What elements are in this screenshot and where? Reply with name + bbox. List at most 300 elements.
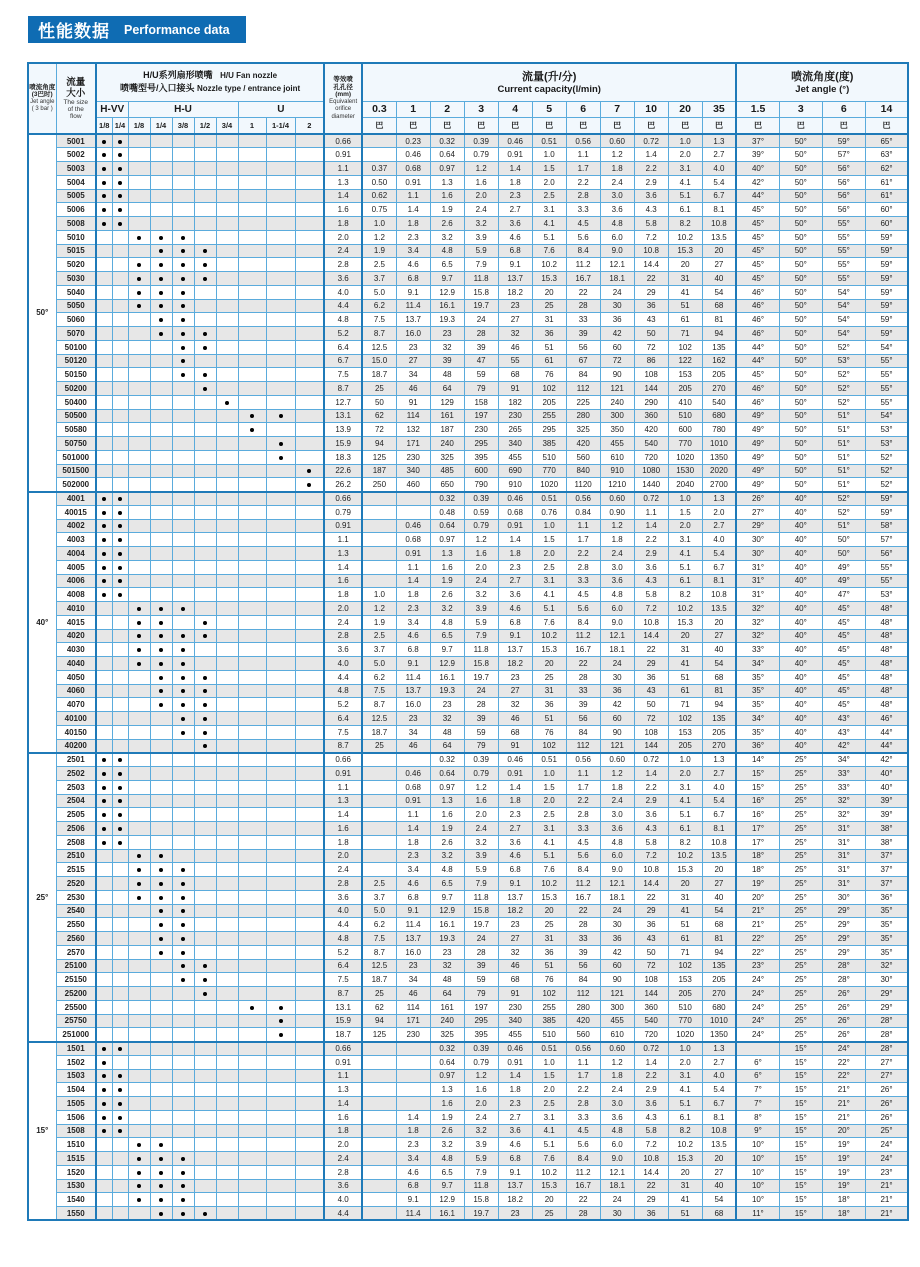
size-dot-cell <box>295 588 324 602</box>
size-dot-cell <box>266 395 295 409</box>
nozzle-size-dot-icon <box>181 1157 185 1161</box>
capacity-cell: 0.51 <box>532 492 566 506</box>
size-dot-cell <box>150 849 172 863</box>
model-cell: 50750 <box>56 437 96 451</box>
size-dot-cell <box>295 973 324 987</box>
size-dot-cell <box>295 175 324 189</box>
capacity-cell: 68 <box>498 725 532 739</box>
capacity-cell: 1020 <box>668 450 702 464</box>
capacity-cell: 1.5 <box>532 1069 566 1083</box>
size-dot-cell <box>194 918 216 932</box>
size-dot-cell <box>266 1097 295 1111</box>
size-dot-cell <box>96 148 112 162</box>
angle-cell: 23° <box>736 959 779 973</box>
size-dot-cell <box>172 1069 194 1083</box>
size-dot-cell <box>295 959 324 973</box>
capacity-cell: 2.7 <box>498 203 532 217</box>
capacity-cell: 81 <box>702 684 736 698</box>
capacity-cell: 13.7 <box>396 313 430 327</box>
size-dot-cell <box>96 464 112 478</box>
size-dot-cell <box>172 395 194 409</box>
capacity-cell: 420 <box>566 437 600 451</box>
size-dot-cell <box>238 794 266 808</box>
model-cell: 2570 <box>56 945 96 959</box>
size-dot-cell <box>112 987 128 1001</box>
capacity-cell: 240 <box>430 437 464 451</box>
nozzle-size-dot-icon <box>279 456 283 460</box>
capacity-cell: 0.56 <box>566 134 600 148</box>
size-dot-cell <box>112 395 128 409</box>
size-dot-cell <box>150 780 172 794</box>
orifice-cell: 7.5 <box>324 368 362 382</box>
model-cell: 2510 <box>56 849 96 863</box>
size-dot-cell <box>216 712 238 726</box>
capacity-cell: 205 <box>668 382 702 396</box>
model-cell: 40150 <box>56 725 96 739</box>
capacity-cell: 1.4 <box>634 1055 668 1069</box>
angle-cell: 26° <box>822 1000 865 1014</box>
size-dot-cell <box>150 643 172 657</box>
size-dot-cell <box>112 340 128 354</box>
capacity-cell: 161 <box>430 409 464 423</box>
size-dot-cell <box>295 162 324 176</box>
size-dot-cell <box>238 1069 266 1083</box>
capacity-cell: 8.2 <box>668 588 702 602</box>
capacity-cell: 3.2 <box>430 602 464 616</box>
size-dot-cell <box>128 285 150 299</box>
size-dot-cell <box>216 725 238 739</box>
capacity-cell: 32 <box>498 698 532 712</box>
size-dot-cell <box>194 299 216 313</box>
size-dot-cell <box>295 629 324 643</box>
angle-cell: 51° <box>822 450 865 464</box>
size-dot-cell <box>150 959 172 973</box>
capacity-cell: 3.1 <box>532 574 566 588</box>
nozzle-size-dot-icon <box>118 841 122 845</box>
angle-cell: 40° <box>779 492 822 506</box>
table-row <box>28 258 908 272</box>
nozzle-size-dot-icon <box>118 813 122 817</box>
capacity-cell: 171 <box>396 437 430 451</box>
size-dot-cell <box>266 368 295 382</box>
capacity-cell: 11.2 <box>566 629 600 643</box>
model-cell: 1505 <box>56 1097 96 1111</box>
capacity-cell: 1.0 <box>532 767 566 781</box>
size-dot-cell <box>150 505 172 519</box>
capacity-cell: 1210 <box>600 478 634 492</box>
size-dot-cell <box>112 1055 128 1069</box>
capacity-cell: 1.9 <box>362 615 396 629</box>
bar-unit-label: 巴 <box>396 117 430 134</box>
nozzle-size-dot-icon <box>181 923 185 927</box>
capacity-cell: 1120 <box>566 478 600 492</box>
capacity-cell: 102 <box>532 739 566 753</box>
bar-unit-label: 巴 <box>464 117 498 134</box>
size-dot-cell <box>150 340 172 354</box>
capacity-cell: 5.9 <box>464 863 498 877</box>
capacity-cell: 240 <box>600 395 634 409</box>
capacity-cell: 8.1 <box>702 1110 736 1124</box>
capacity-cell: 360 <box>634 409 668 423</box>
capacity-cell: 29 <box>634 285 668 299</box>
capacity-cell: 3.3 <box>566 574 600 588</box>
nozzle-size-dot-icon <box>137 277 141 281</box>
size-dot-cell <box>128 1069 150 1083</box>
size-dot-cell <box>172 437 194 451</box>
capacity-cell: 1.3 <box>430 1083 464 1097</box>
size-dot-cell <box>128 354 150 368</box>
size-dot-cell <box>112 505 128 519</box>
size-dot-cell <box>216 162 238 176</box>
angle-cell: 52° <box>865 464 908 478</box>
capacity-cell: 5.4 <box>702 175 736 189</box>
orifice-cell: 7.5 <box>324 725 362 739</box>
size-dot-cell <box>266 973 295 987</box>
capacity-cell: 20 <box>702 1152 736 1166</box>
nozzle-size-dot-icon <box>159 318 163 322</box>
group-angle-cell: 50° <box>28 134 56 492</box>
capacity-cell: 15.3 <box>532 643 566 657</box>
capacity-cell: 32 <box>498 327 532 341</box>
capacity-cell: 350 <box>600 423 634 437</box>
size-dot-cell <box>128 175 150 189</box>
size-dot-cell <box>96 904 112 918</box>
size-dot-cell <box>194 1097 216 1111</box>
capacity-cell: 4.5 <box>566 217 600 231</box>
angle-cell: 15° <box>736 780 779 794</box>
capacity-cell: 770 <box>668 1014 702 1028</box>
size-dot-cell <box>96 987 112 1001</box>
capacity-cell: 540 <box>634 1014 668 1028</box>
orifice-cell: 1.4 <box>324 808 362 822</box>
capacity-cell: 3.3 <box>566 1110 600 1124</box>
capacity-cell: 2.2 <box>634 162 668 176</box>
size-dot-cell <box>172 244 194 258</box>
table-row <box>28 574 908 588</box>
capacity-cell: 6.5 <box>430 629 464 643</box>
size-dot-cell <box>295 987 324 1001</box>
angle-cell: 55° <box>865 560 908 574</box>
nozzle-size-dot-icon <box>181 607 185 611</box>
nozzle-size-dot-icon <box>137 291 141 295</box>
orifice-cell: 1.6 <box>324 822 362 836</box>
size-dot-cell <box>295 1083 324 1097</box>
capacity-cell: 36 <box>634 299 668 313</box>
capacity-cell: 23 <box>430 327 464 341</box>
size-dot-cell <box>295 615 324 629</box>
size-dot-cell <box>194 547 216 561</box>
size-dot-cell <box>194 505 216 519</box>
angle-cell: 52° <box>865 478 908 492</box>
size-dot-cell <box>216 1193 238 1207</box>
size-dot-cell <box>238 959 266 973</box>
capacity-cell: 0.64 <box>430 519 464 533</box>
capacity-cell: 5.6 <box>566 849 600 863</box>
capacity-cell: 770 <box>532 464 566 478</box>
capacity-cell: 23 <box>430 698 464 712</box>
capacity-cell: 68 <box>702 918 736 932</box>
capacity-cell: 1.6 <box>464 175 498 189</box>
capacity-cell: 11.4 <box>396 670 430 684</box>
capacity-cell: 1.4 <box>396 822 430 836</box>
capacity-cell: 280 <box>566 409 600 423</box>
size-dot-cell <box>128 657 150 671</box>
capacity-cell: 10.8 <box>702 217 736 231</box>
orifice-cell: 8.7 <box>324 382 362 396</box>
size-dot-cell <box>128 1083 150 1097</box>
capacity-cell: 31 <box>668 1179 702 1193</box>
size-dot-cell <box>128 395 150 409</box>
capacity-cell: 10.2 <box>532 1165 566 1179</box>
size-dot-cell <box>112 725 128 739</box>
size-dot-cell <box>266 217 295 231</box>
nozzle-size-dot-icon <box>137 854 141 858</box>
angle-cell: 59° <box>865 258 908 272</box>
capacity-cell: 27 <box>498 684 532 698</box>
size-dot-cell <box>128 423 150 437</box>
nozzle-size-dot-icon <box>102 772 106 776</box>
size-dot-cell <box>172 945 194 959</box>
capacity-pressure-label: 6 <box>566 101 600 117</box>
size-dot-cell <box>128 1042 150 1056</box>
capacity-cell: 1020 <box>668 1028 702 1042</box>
angle-cell: 24° <box>865 1138 908 1152</box>
size-dot-cell <box>295 505 324 519</box>
nozzle-size-dot-icon <box>181 717 185 721</box>
title-bar <box>28 16 246 43</box>
capacity-cell: 1.2 <box>464 780 498 794</box>
size-dot-cell <box>172 684 194 698</box>
angle-cell: 35° <box>865 945 908 959</box>
nozzle-size-dot-icon <box>102 1061 106 1065</box>
angle-cell: 32° <box>865 959 908 973</box>
size-dot-cell <box>266 904 295 918</box>
capacity-cell: 205 <box>702 368 736 382</box>
orifice-cell: 12.7 <box>324 395 362 409</box>
size-dot-cell <box>128 299 150 313</box>
size-dot-cell <box>150 478 172 492</box>
capacity-cell: 1.0 <box>362 588 396 602</box>
capacity-cell: 24 <box>600 285 634 299</box>
capacity-cell: 67 <box>566 354 600 368</box>
size-dot-cell <box>112 932 128 946</box>
capacity-cell: 16.0 <box>396 945 430 959</box>
nozzle-size-dot-icon <box>137 263 141 267</box>
size-dot-cell <box>194 1110 216 1124</box>
angle-cell: 49° <box>736 423 779 437</box>
capacity-cell: 1010 <box>702 1014 736 1028</box>
capacity-cell: 4.8 <box>430 863 464 877</box>
angle-cell: 60° <box>865 203 908 217</box>
model-cell: 25500 <box>56 1000 96 1014</box>
capacity-cell: 1350 <box>702 1028 736 1042</box>
nozzle-size-dot-icon <box>159 1171 163 1175</box>
size-dot-cell <box>150 533 172 547</box>
capacity-cell: 340 <box>396 464 430 478</box>
capacity-cell: 6.8 <box>498 863 532 877</box>
angle-cell: 45° <box>822 698 865 712</box>
capacity-cell: 30 <box>600 1207 634 1221</box>
size-dot-cell <box>128 945 150 959</box>
capacity-cell: 540 <box>702 395 736 409</box>
size-dot-cell <box>266 643 295 657</box>
size-dot-cell <box>96 684 112 698</box>
size-dot-cell <box>295 780 324 794</box>
capacity-cell: 59 <box>464 368 498 382</box>
capacity-cell: 24 <box>600 904 634 918</box>
size-dot-cell <box>295 835 324 849</box>
size-dot-cell <box>128 1028 150 1042</box>
orifice-cell: 0.79 <box>324 505 362 519</box>
size-dot-cell <box>172 230 194 244</box>
capacity-cell: 23 <box>498 918 532 932</box>
capacity-cell <box>396 492 430 506</box>
angle-cell: 65° <box>865 134 908 148</box>
angle-cell: 21° <box>865 1207 908 1221</box>
angle-cell: 40° <box>779 739 822 753</box>
size-dot-cell <box>150 492 172 506</box>
capacity-cell: 10.8 <box>634 244 668 258</box>
angle-cell: 50° <box>779 189 822 203</box>
capacity-cell: 1.2 <box>362 230 396 244</box>
nozzle-size-dot-icon <box>159 689 163 693</box>
size-dot-cell <box>295 244 324 258</box>
angle-cell: 56° <box>822 175 865 189</box>
angle-cell: 26° <box>822 987 865 1001</box>
size-dot-cell <box>150 725 172 739</box>
capacity-cell: 9.7 <box>430 1179 464 1193</box>
nozzle-size-dot-icon <box>102 208 106 212</box>
angle-cell: 16° <box>736 808 779 822</box>
capacity-cell: 11.8 <box>464 272 498 286</box>
size-dot-cell <box>194 533 216 547</box>
size-dot-cell <box>150 753 172 767</box>
capacity-cell: 0.72 <box>634 753 668 767</box>
size-dot-cell <box>172 808 194 822</box>
size-dot-cell <box>112 904 128 918</box>
capacity-cell <box>396 505 430 519</box>
capacity-cell: 42 <box>600 327 634 341</box>
angle-cell: 24° <box>822 1042 865 1056</box>
capacity-cell: 3.0 <box>600 1097 634 1111</box>
orifice-cell: 6.4 <box>324 712 362 726</box>
angle-cell: 53° <box>865 437 908 451</box>
size-dot-cell <box>112 1207 128 1221</box>
orifice-cell: 1.6 <box>324 203 362 217</box>
size-dot-cell <box>295 670 324 684</box>
angle-cell: 16° <box>736 794 779 808</box>
size-dot-cell <box>172 450 194 464</box>
capacity-cell: 11.2 <box>566 258 600 272</box>
size-dot-cell <box>295 1028 324 1042</box>
capacity-cell: 47 <box>464 354 498 368</box>
size-dot-cell <box>150 863 172 877</box>
capacity-cell: 1.9 <box>362 244 396 258</box>
capacity-cell: 455 <box>498 450 532 464</box>
size-dot-cell <box>216 1152 238 1166</box>
capacity-cell: 0.50 <box>362 175 396 189</box>
capacity-cell: 39 <box>566 945 600 959</box>
nozzle-size-dot-icon <box>118 772 122 776</box>
angle-cell: 55° <box>822 258 865 272</box>
nozzle-size-dot-icon <box>118 524 122 528</box>
capacity-cell: 385 <box>532 1014 566 1028</box>
angle-cell: 25° <box>779 835 822 849</box>
capacity-cell: 46 <box>498 340 532 354</box>
size-dot-cell <box>128 189 150 203</box>
model-cell: 2560 <box>56 932 96 946</box>
size-dot-cell <box>112 244 128 258</box>
capacity-cell: 50 <box>362 395 396 409</box>
capacity-cell: 3.1 <box>668 1069 702 1083</box>
size-dot-cell <box>150 1152 172 1166</box>
page-title-en: Performance data <box>124 22 230 37</box>
size-dot-cell <box>112 547 128 561</box>
nozzle-size-dot-icon <box>137 236 141 240</box>
capacity-cell: 0.72 <box>634 1042 668 1056</box>
capacity-cell: 5.6 <box>566 602 600 616</box>
size-dot-cell <box>128 1138 150 1152</box>
size-dot-cell <box>172 835 194 849</box>
size-dot-cell <box>112 588 128 602</box>
nozzle-size-dot-icon <box>102 552 106 556</box>
table-row <box>28 1124 908 1138</box>
size-dot-cell <box>266 574 295 588</box>
capacity-cell: 5.6 <box>566 1138 600 1152</box>
nozzle-size-dot-icon <box>203 621 207 625</box>
angle-cell: 15° <box>779 1083 822 1097</box>
size-dot-cell <box>295 739 324 753</box>
orifice-cell: 0.91 <box>324 148 362 162</box>
size-dot-cell <box>266 615 295 629</box>
orifice-cell: 1.3 <box>324 175 362 189</box>
size-dot-cell <box>172 327 194 341</box>
size-dot-cell <box>238 725 266 739</box>
size-dot-cell <box>96 1207 112 1221</box>
capacity-cell: 0.79 <box>464 767 498 781</box>
capacity-cell: 31 <box>668 643 702 657</box>
angle-cell: 39° <box>736 148 779 162</box>
size-dot-cell <box>150 1165 172 1179</box>
capacity-cell: 68 <box>702 1207 736 1221</box>
capacity-cell: 3.9 <box>464 1138 498 1152</box>
angle-cell: 50° <box>779 478 822 492</box>
size-dot-cell <box>172 904 194 918</box>
angle-cell: 10° <box>736 1138 779 1152</box>
capacity-cell: 24 <box>464 684 498 698</box>
capacity-cell: 4.1 <box>668 1083 702 1097</box>
size-dot-cell <box>172 217 194 231</box>
capacity-cell: 360 <box>634 1000 668 1014</box>
nozzle-size-dot-icon <box>181 359 185 363</box>
capacity-cell: 3.2 <box>464 588 498 602</box>
capacity-cell: 2.2 <box>634 1069 668 1083</box>
nozzle-size-dot-icon <box>137 662 141 666</box>
size-dot-cell <box>238 423 266 437</box>
size-dot-cell <box>96 313 112 327</box>
nozzle-size-dot-icon <box>102 181 106 185</box>
size-dot-cell <box>172 822 194 836</box>
size-dot-cell <box>172 313 194 327</box>
angle-cell: 40° <box>779 712 822 726</box>
capacity-cell: 125 <box>362 450 396 464</box>
capacity-cell: 12.1 <box>600 258 634 272</box>
size-dot-cell <box>266 808 295 822</box>
capacity-cell: 0.60 <box>600 753 634 767</box>
size-dot-cell <box>96 753 112 767</box>
size-dot-cell <box>172 258 194 272</box>
angle-cell: 50° <box>779 203 822 217</box>
